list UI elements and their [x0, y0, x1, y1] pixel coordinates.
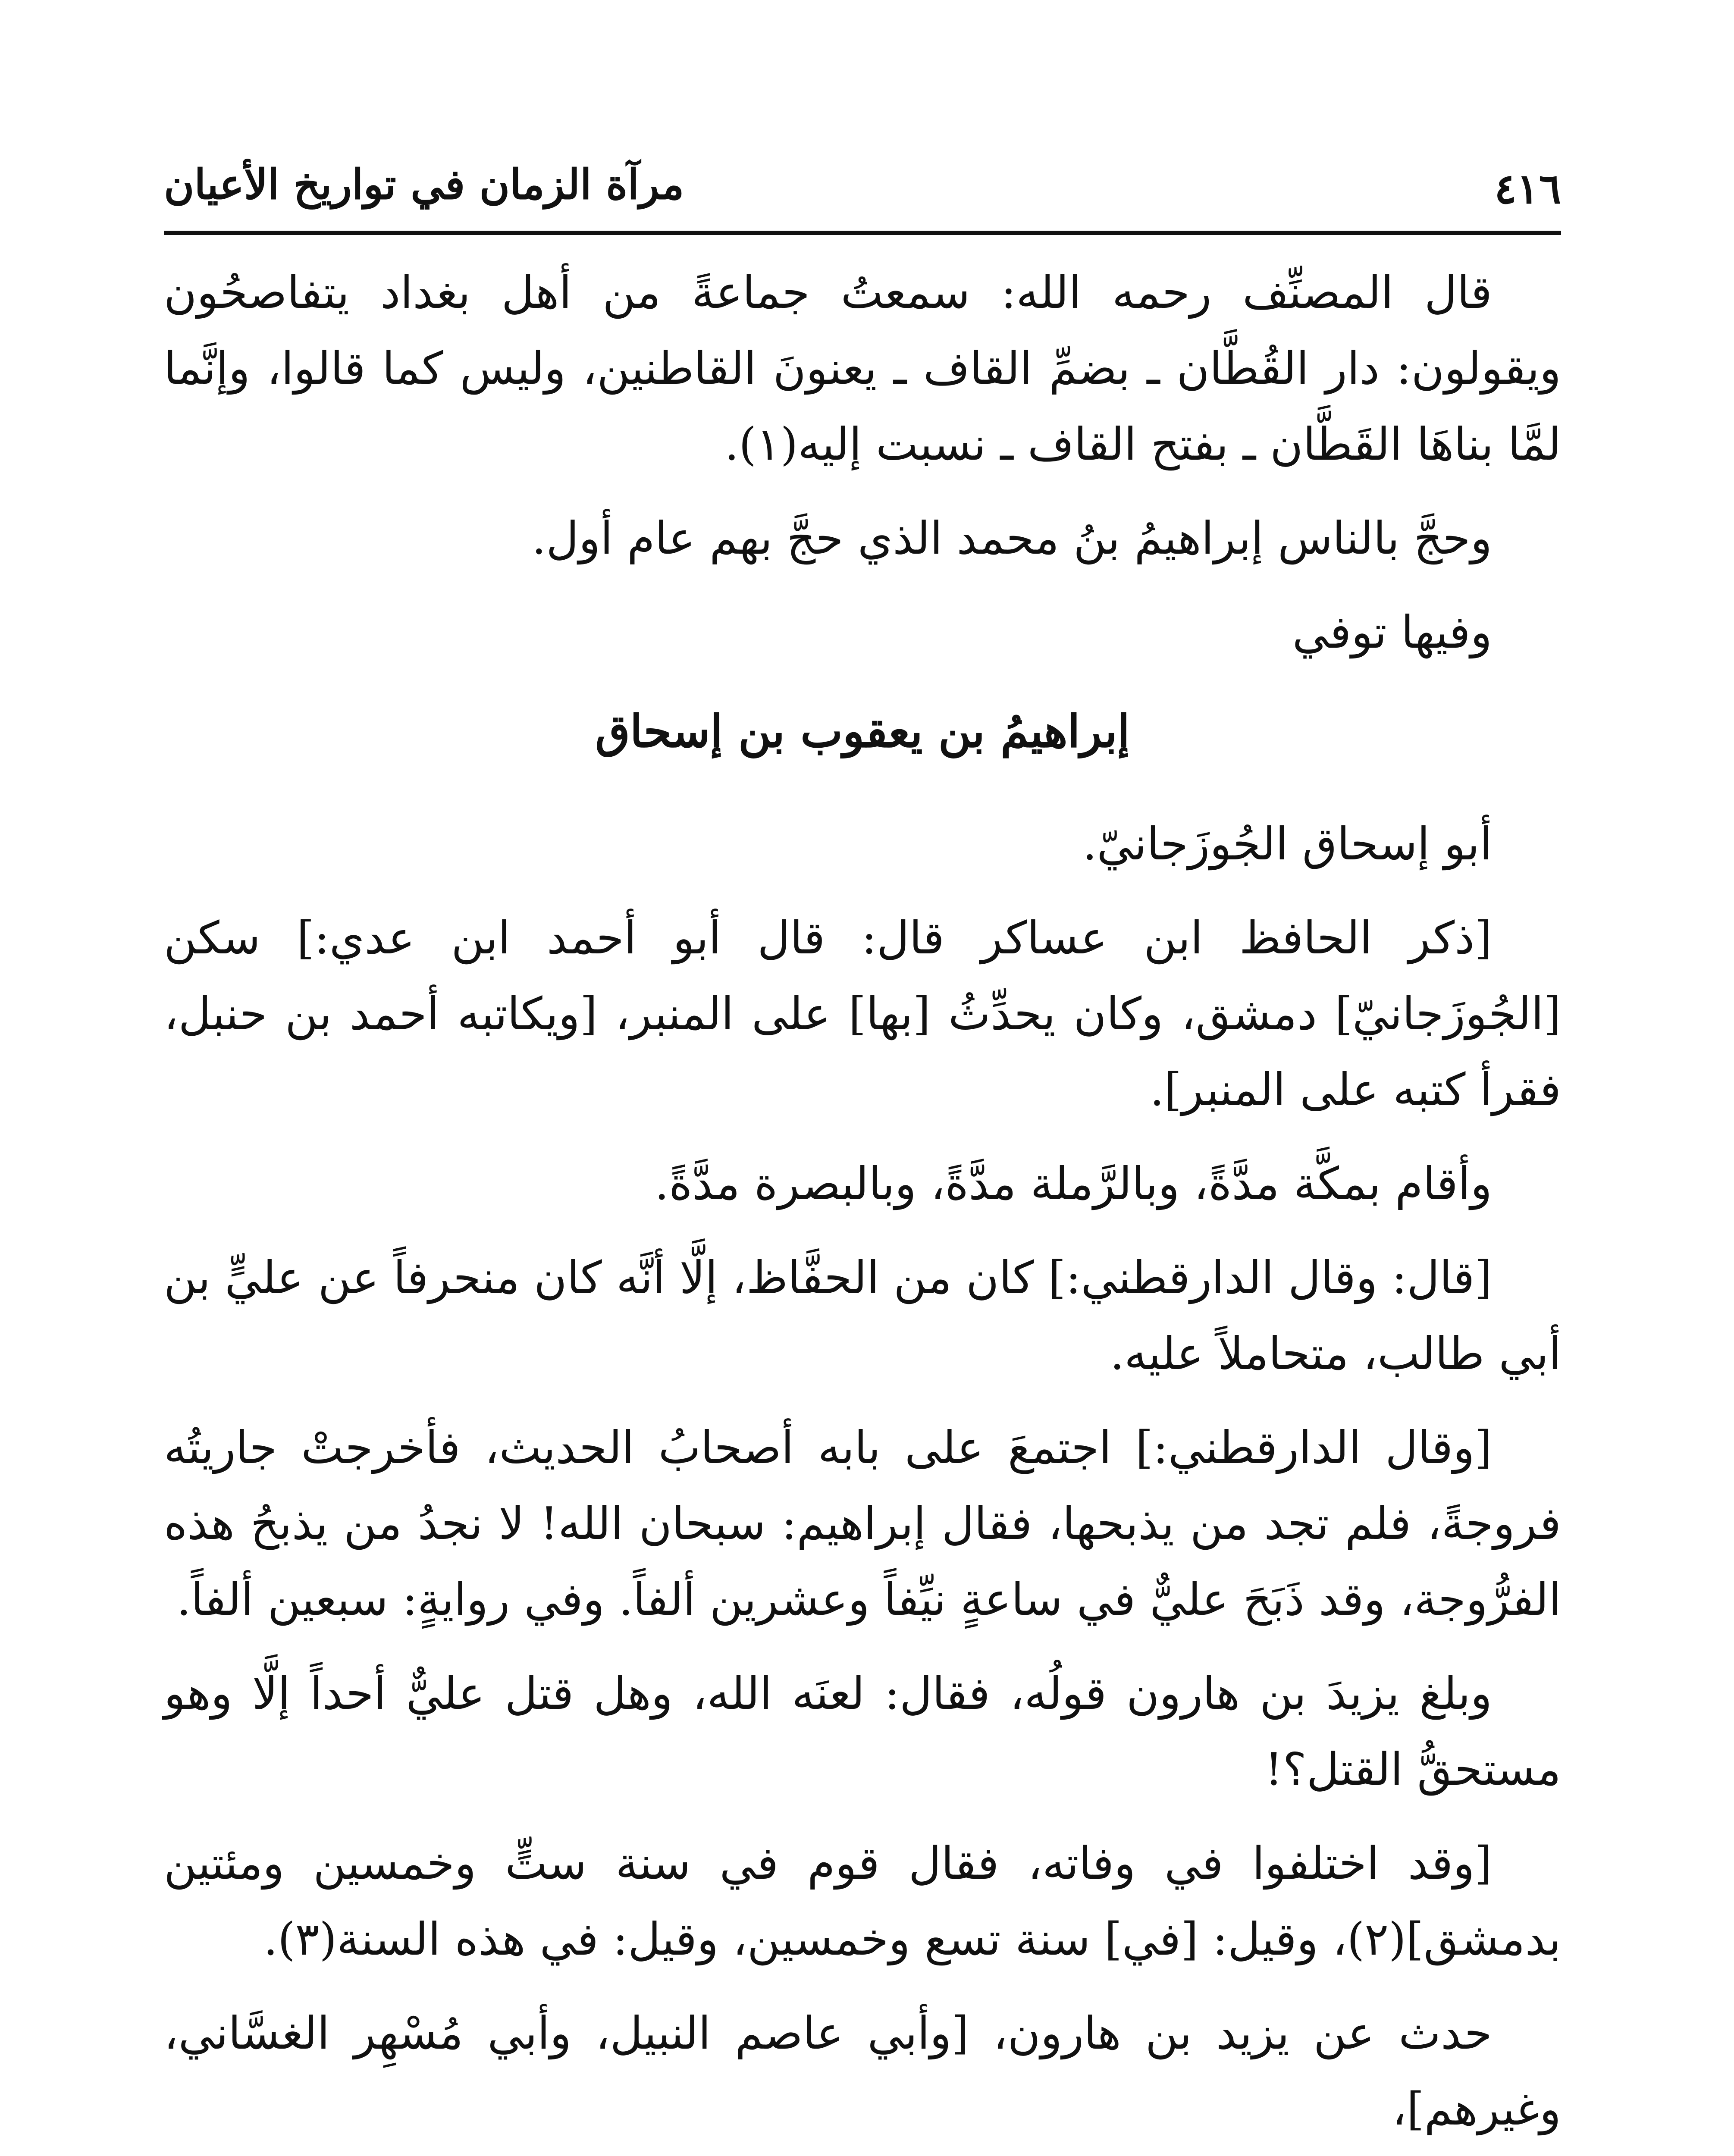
paragraph: [وقد اختلفوا في وفاته، فقال قوم في سنة ستٍّ وخمسين ومئتين بدمشق](٢)، وقيل: [في] سنة تسع وخمسين، وقيل: في هذه السنة(٣). — [164, 1836, 1561, 1965]
paragraph: وحجَّ بالناس إبراهيمُ بنُ محمد الذي حجَّ بهم عام أول. — [532, 512, 1492, 564]
paragraph: [قال: وقال الدارقطني:] كان من الحفَّاظ، إلَّا أنَّه كان منحرفاً عن عليٍّ بن أبي طالب، متحاملاً عليه. — [164, 1251, 1561, 1380]
paragraph: [ذكر الحافظ ابن عساكر قال: قال أبو أحمد ابن عدي:] سكن [الجُوزَجانيّ] دمشق، وكان يحدِّثُ [بها] على المنبر، [ويكاتبه أحمد بن حنبل، فقرأ كتبه على المنبر]. — [164, 911, 1561, 1116]
paragraph: [وقال الدارقطني:] اجتمعَ على بابه أصحابُ الحديث، فأخرجتْ جاريتُه فروجةً، فلم تجد من يذبحها، فقال إبراهيم: سبحان الله! لا نجدُ من يذبحُ هذه الفرُّوجة، وقد ذَبَحَ عليٌّ في ساعةٍ نيِّفاً وعشرين ألفاً. وفي روايةٍ: سبعين ألفاً. — [164, 1421, 1561, 1626]
paragraph: حدث عن يزيد بن هارون، [وأبي عاصم النبيل، وأبي مُسْهِر الغسَّاني، وغيرهم]، — [164, 2006, 1561, 2135]
paragraph: أبو إسحاق الجُوزَجانيّ. — [1082, 817, 1492, 870]
paragraph: وبلغ يزيدَ بن هارون قولُه، فقال: لعنَه الله، وهل قتل عليٌّ أحداً إلَّا وهو مستحقُّ القتل؟! — [164, 1667, 1561, 1796]
main-text — [164, 254, 1561, 2156]
page-number: ٤١٦ — [1494, 164, 1561, 213]
page-header — [164, 155, 1561, 229]
paragraph: وأقام بمكَّة مدَّةً، وبالرَّملة مدَّةً، وبالبصرة مدَّةً. — [655, 1157, 1492, 1210]
header-rule — [164, 231, 1561, 235]
section-heading: إبراهيمُ بن يعقوب بن إسحاق — [595, 705, 1130, 758]
running-title: مرآة الزمان في تواريخ الأعيان — [164, 160, 684, 209]
paragraph: قال المصنِّف رحمه الله: سمعتُ جماعةً من أهل بغداد يتفاصحُون ويقولون: دار القُطَّان ـ بضمِّ القاف ـ يعنونَ القاطنين، وليس كما قالوا، وإنَّما لمَّا بناهَا القَطَّان ـ بفتح القاف ـ نسبت إليه(١). — [164, 266, 1561, 470]
paragraph: وفيها توفي — [1292, 606, 1492, 658]
